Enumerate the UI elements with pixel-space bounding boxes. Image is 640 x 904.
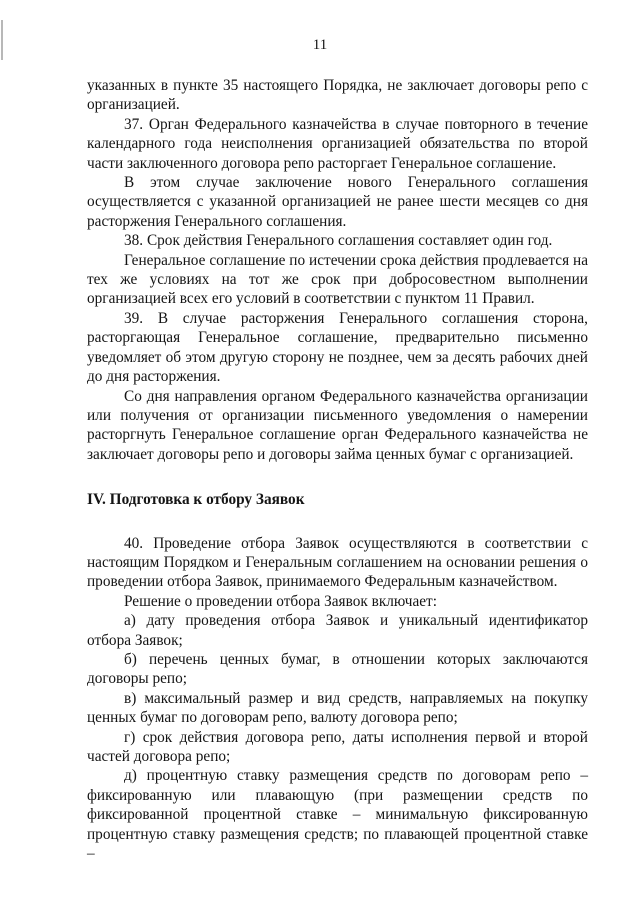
- paragraph-decision-intro: Решение о проведении отбора Заявок включает:: [124, 592, 437, 610]
- paragraph-item-38: 38. Срок действия Генерального соглашения составляет один год.: [124, 232, 553, 250]
- paragraph-item-38-cont: Генеральное соглашение по истечении срока действия продлевается на тех же условиях на тот же срок при добросовестном выполнении организацией всех его условий в соответствии с пунктом 11 Правил.: [87, 251, 588, 308]
- paragraph-item-40: 40. Проведение отбора Заявок осуществляются в соответствии с настоящим Порядком и Генеральным соглашением на основании решения о проведении отбора Заявок, принимаемого Федеральным казначейством.: [87, 534, 588, 591]
- list-item-a: а) дату проведения отбора Заявок и уникальный идентификатор отбора Заявок;: [87, 612, 588, 649]
- document-body: [87, 76, 588, 863]
- page-number: 11: [312, 37, 328, 53]
- paragraph-item-39: 39. В случае расторжения Генерального соглашения сторона, расторгающая Генеральное соглашение, предварительно письменно уведомляет об этом другую сторону не позднее, чем за десять рабочих дней до дня расторжения.: [87, 309, 588, 386]
- list-item-b: б) перечень ценных бумаг, в отношении которых заключаются договоры репо;: [87, 650, 588, 688]
- list-item-d: д) процентную ставку размещения средств по договорам репо – фиксированную или плавающую (при размещении средств по фиксированной процентной ставке – минимальную фиксированную процентную ставку размещения средств; по плавающей процентной ставке –: [87, 767, 588, 863]
- paragraph-continuation: указанных в пункте 35 настоящего Порядка, не заключает договоры репо с организацией.: [87, 77, 588, 114]
- paragraph-item-37: 37. Орган Федерального казначейства в случае повторного в течение календарного года неисполнения организацией обязательства по второй части заключенного договора репо расторгает Генеральное соглашение.: [87, 115, 588, 172]
- list-item-g: г) срок действия договора репо, даты исполнения первой и второй частей договора репо;: [87, 728, 588, 765]
- list-item-v: в) максимальный размер и вид средств, направляемых на покупку ценных бумаг по договорам репо, валюту договора репо;: [87, 689, 588, 727]
- paragraph-item-37-cont: В этом случае заключение нового Генерального соглашения осуществляется с указанной организацией не ранее шести месяцев со дня расторжения Генерального соглашения.: [87, 174, 588, 230]
- paragraph-item-39-cont: Со дня направления органом Федерального казначейства организации или получения от организации письменного уведомления о намерении расторгнуть Генеральное соглашение орган Федерального казначейства не заключает договоры репо и договоры займа ценных бумаг с организацией.: [87, 387, 588, 463]
- section-heading: IV. Подготовка к отбору Заявок: [87, 491, 305, 509]
